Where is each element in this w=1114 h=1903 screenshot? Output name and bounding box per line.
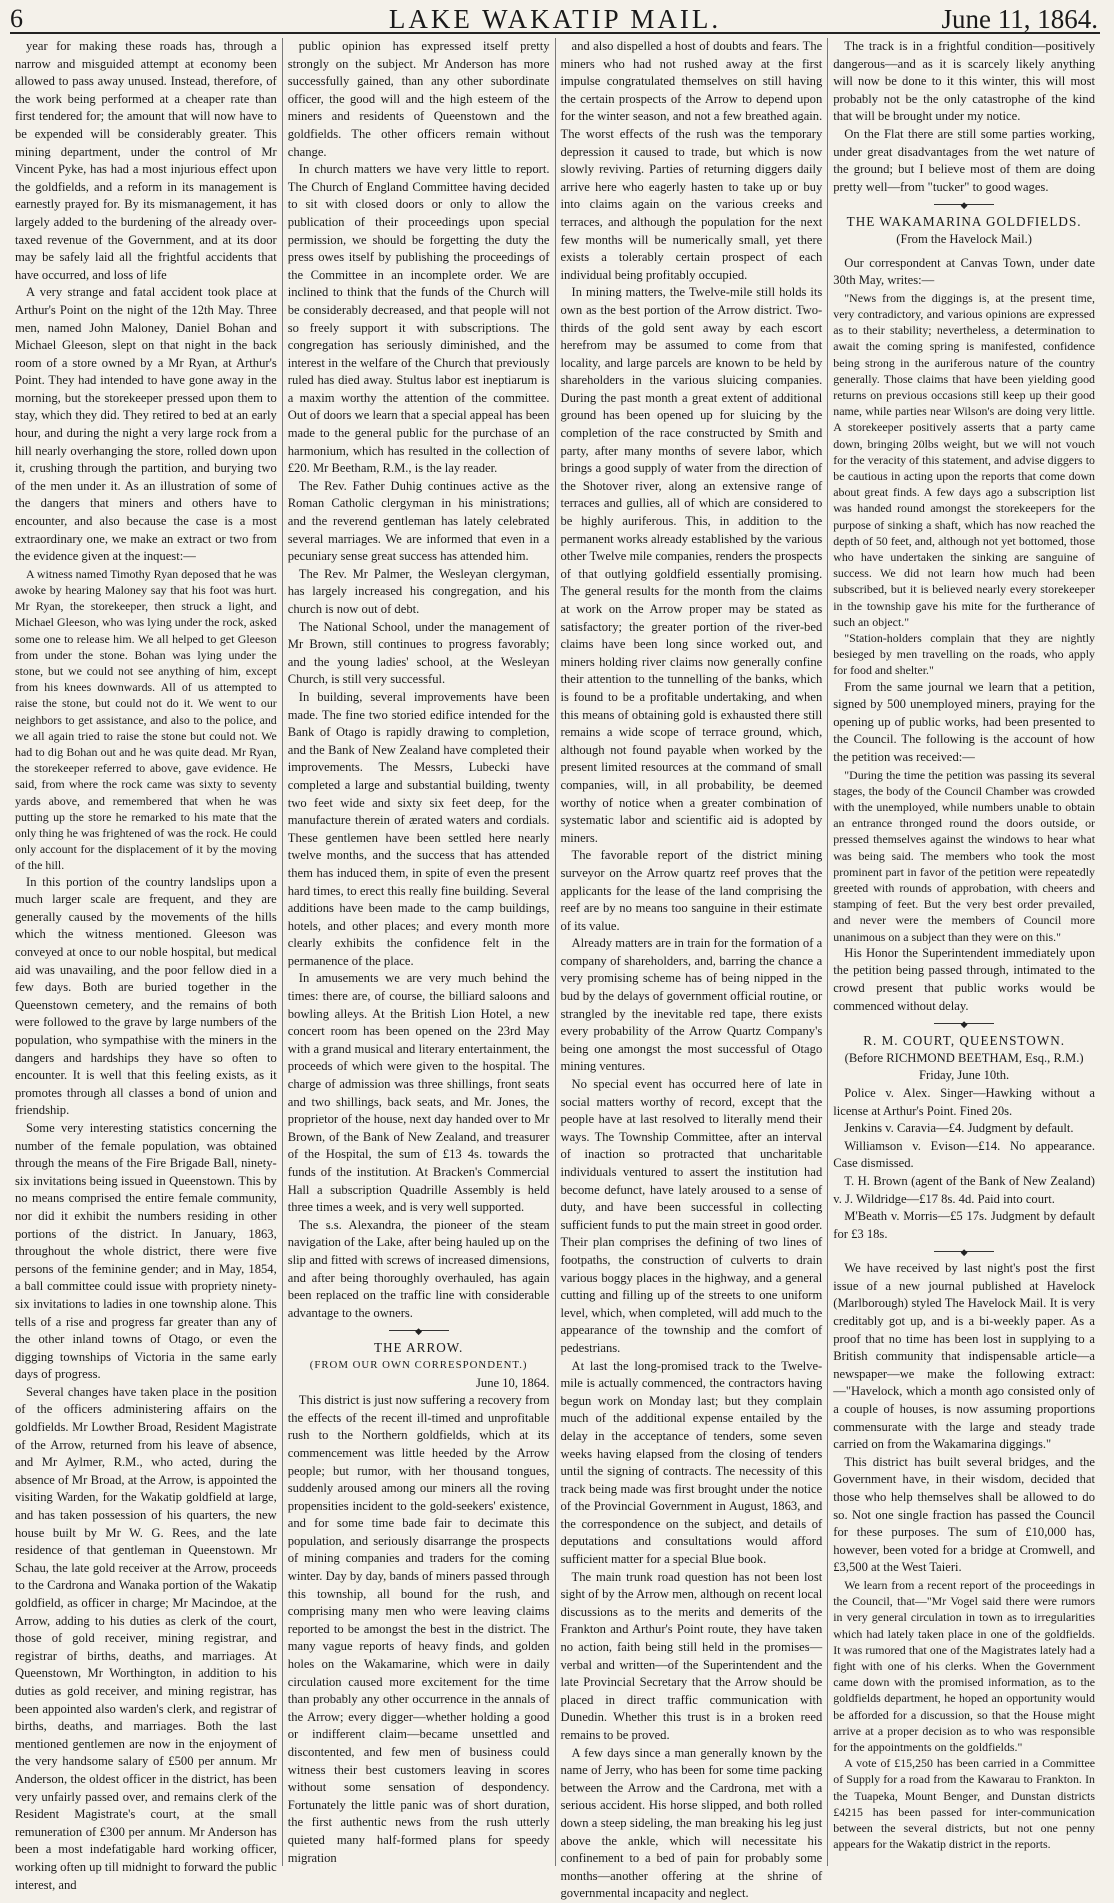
article-paragraph: A few days since a man generally known by the name of Jerry, who has been for some time packing between the Arrow and the Cardrona, met with a serious accident. His horse slipped, and both rolled down a steep sideling, the man breaking his leg just above the ankle, which will necessitate his confinement to a bed of pain for probably some months—another offering at the shrine of governmental incapacity and neglect. xyxy=(560,1745,823,1901)
section-divider xyxy=(389,1330,449,1331)
masthead xyxy=(10,6,1100,34)
article-paragraph: (FROM OUR OWN CORRESPONDENT.) xyxy=(309,1358,528,1371)
article-paragraph: year for making these roads has, through a narrow and misguided attempt at economy been allowed to pass away unused. Instead, therefore, of the work being performed at a cheaper rate than first tendered for; the amount that will now have to be expended will be considerably greater. This mining department, under the control of Mr Vincent Pyke, has had a most injurious effect upon the goldfields, and a reform in its management is earnestly prayed for. By its mismanagement, it has largely added to the burdening of the already over-taxed revenue of the Government, and at its door may be safely laid all the frightful accidents that have occurred, and loss of life xyxy=(15,39,277,282)
article-paragraph: We learn from a recent report of the proceedings in the Council, that—"Mr Vogel said there were rumors in very general circulation in town as to irregularities which had lately taken place in one of the goldfields. It was rumored that one of the Magistrates lately had a fight with one of his clerks. When the Government came down with the promised information, as to the goldfields department, he hoped an opportunity would be afforded for a discussion, so that the House might arrive at a proper decision as to who was responsible for the appointments on the goldfields." xyxy=(833,1577,1095,1755)
article-paragraph: In mining matters, the Twelve-mile still holds its own as the best portion of the Arrow district. Two-thirds of the gold sent away by each escort herefrom may be assumed to come from that locality, and large parcels are known to be held by shareholders in the various sluicing companies. During the past month a great extent of additional ground has been opened up for sluicing by the completion of the race constructed by Smith and party, after many months of severe labor, which brings a good supply of water from the direction of the Shotover river, along an extensive range of terraces and gullies, all of which are considered to be highly auriferous. This, in addition to the permanent works already established by the various other Twelve mile companies, renders the prospects of that outlying goldfield essentially promising. The general results for the month from the claims at work on the Arrow proper may be stated as satisfactory; the greater portion of the river-bed claims have been long since worked out, and miners holding river claims now generally confine their attention to the tunnelling of the banks, which is found to be a profitable undertaking, and when this means of obtaining gold is exhausted there still remains a wide scope of terrace ground, which, although not found payable when worked by the present limited resources at the command of small companies, will, in all probability, be deemed worthy of notice when a greater combination of systematic labor and scientific aid is adopted by miners. xyxy=(560,285,823,845)
column-4 xyxy=(827,38,1100,1866)
column-1 xyxy=(10,38,282,1892)
article-paragraph: From the same journal we learn that a petition, signed by 500 unemployed miners, praying for the opening up of public works, had been presented to the Council. The following is the account of how the petition was received:— xyxy=(833,679,1095,764)
section-divider xyxy=(934,204,994,205)
article-paragraph: Several changes have taken place in the position of the officers administering affairs on the goldfields. Mr Lowther Broad, Resident Magistrate of the Arrow, returned from his leave of absence, and Mr Aylmer, R.M., who acted, during the absence of Mr Broad, at the Arrow, is appointed the visiting Warden, for the Wakatip goldfield at large, and has taken possession of his quarters, the new house built by Mr W. G. Rees, and the late residence of that gentleman in Queenstown. Mr Schau, the late gold receiver at the Arrow, proceeds to the Cardrona and Wanaka portion of the Wakatip goldfield, as officer in charge; Mr Macindoe, at the Arrow, adding to his duties as clerk of the court, those of gold receiver, mining registrar, and registrar of births, deaths, and marriages. At Queenstown, Mr Worthington, in addition to his duties as gold receiver, and mining registrar, has been appointed also warden's clerk, and registrar of births, deaths, and marriages. Both the last mentioned gentlemen are now in the enjoyment of the very handsome salary of £500 per annum. Mr Anderson, the oldest officer in the district, has been very unfairly passed over, and remains clerk of the Resident Magistrate's court, at the small remuneration of £300 per annum. Mr Anderson has been a most indefatigable hard working officer, working often up till midnight to forward the public interest, and xyxy=(15,1384,277,1892)
article-paragraph: This district has built several bridges, and the Government have, in their wisdom, decided that those who help themselves shall be allowed to do so. Not one single fraction has passed the Council for these purposes. The sum of £10,000 has, however, been voted for a bridge at Cromwell, and £3,500 at the West Taieri. xyxy=(833,1454,1095,1575)
article-paragraph: The National School, under the management of Mr Brown, still continues to progress favorably; and the young ladies' school, at the Wesleyan Church, is still very successful. xyxy=(287,619,550,687)
article-paragraph: No special event has occurred here of late in social matters worthy of record, except that the people have at last resolved to literally mend their ways. The Township Committee, after an interval of inaction so protracted that uncharitable individuals ventured to assert the institution had become defunct, have lately aroused to a sense of duty, and have been successful in collecting sufficient funds to put the main street in good order. Their plan comprises the defining of two lines of footpaths, the construction of culverts to drain various boggy places in the highway, and a general cutting and filling up of the streets to one uniform level, which, when completed, will add much to the appearance of the township and the comfort of pedestrians. xyxy=(560,1077,823,1355)
article-paragraph: In church matters we have very little to report. The Church of England Committee having decided to sit with closed doors or only to allow the publication of their proceedings upon special permission, we should be forgetting the duty the press owes itself by publishing the proceedings of the Committee in an incomplete order. We are inclined to think that the funds of the Church will be considerably decreased, and that people will not so freely support it with subscriptions. The congregation has seriously diminished, and the interest in the welfare of the Church that previously ruled has died away. Stultus labor est ineptiarum is a maxim worthy the attention of the committee. Out of doors we learn that a special appeal has been made to the general public for the purchase of an harmonium, which has resulted in the collection of £20. Mr Beetham, R.M., is the lay reader. xyxy=(287,162,550,476)
article-paragraph: The favorable report of the district mining surveyor on the Arrow quartz reef proves that the applicants for the lease of the land comprising the reef are by no means too sanguine in their estimate of its value. xyxy=(560,848,823,933)
article-paragraph: The track is in a frightful condition—positively dangerous—and as it is scarcely likely anything will now be done to it this winter, this will most probably not be the only catastrophe of the kind that will be brought under my notice. xyxy=(833,39,1095,124)
section-divider xyxy=(934,1023,994,1024)
article-paragraph: "During the time the petition was passing its several stages, the body of the Council Chamber was crowded with the unemployed, while numbers unable to obtain an entrance thronged round the doors outside, or pressed themselves against the windows to hear what was being said. The members who took the most prominent part in favor of the petition were repeatedly greeted with rounds of approbation, with cheers and stamping of feet. But the very best order prevailed, and never were the members of Council more unanimous on a subject than they were on this." xyxy=(833,767,1095,944)
article-paragraph: A very strange and fatal accident took place at Arthur's Point on the night of the 12th May. Three men, named John Maloney, Daniel Bohan and Michael Gleeson, slept on that night in the back room of a store owned by a Mr Ryan, at Arthur's Point. They had intended to have gone away in the morning, but the storekeeper pressed upon them to stay, which they did. They retired to bed at an early hour, and during the night a very large rock from a hill nearly overhanging the store, rolled down upon it, crushing through the partition, and burying two of the men under it. As an illustration of some of the dangers that miners and others have to encounter, and also because the case is a most extraordinary one, we make an extract or two from the evidence given at the inquest:— xyxy=(15,285,277,564)
article-paragraph: The Rev. Father Duhig continues active as the Roman Catholic clergyman in his ministrations; and the reverend gentleman has lately celebrated several marriages. We are informed that even in a pecuniary sense great success has attended him. xyxy=(287,478,550,564)
article-paragraph: The s.s. Alexandra, the pioneer of the steam navigation of the Lake, after being hauled up on the slip and fitted with screws of increased dimensions, and after being thoroughly overhauled, has again been replaced on the traffic line with considerable advantage to the owners. xyxy=(287,1217,550,1320)
article-paragraph: His Honor the Superintendent immediately upon the petition being passed through, intimated to the crowd present that public works would be commenced without delay. xyxy=(833,945,1095,1013)
column-2 xyxy=(282,38,555,1866)
article-paragraph: Friday, June 10th. xyxy=(919,1068,1010,1083)
article-paragraph: A witness named Timothy Ryan deposed that he was awoke by hearing Maloney say that his foot was hurt. Mr Ryan, the storekeeper, then struck a light, and Michael Gleeson, who was lying under the rock, asked some one to release him. We all helped to get Gleeson from under the stone. Bohan was lying under the stone, but we could not see anything of him, except from his knees downwards. All of us attempted to raise the stone, but could not do it. We went to our neighbors to get assistance, and also to the police, and we all again tried to raise the stone but could not. We had to dig Bohan out and he was quite dead. Mr Ryan, the storekeeper referred to above, gave evidence. He said, from where the rock came was sixty to seventy yards above, and remembered that when he was putting up the store he remarked to his mate that the only thing he was frightened of was the rock. He could only account for the displacement of it by the moving of the hill. xyxy=(15,566,277,873)
article-paragraph: On the Flat there are still some parties working, under great disadvantages from the wet nature of the ground; but I believe most of them are doing pretty well—from "tucker" to good wages. xyxy=(833,126,1095,194)
article-paragraph: public opinion has expressed itself pretty strongly on the subject. Mr Anderson has more successfully gained, than any other subordinate officer, the good will and the high esteem of the miners and residents of Queenstown and the goldfields. The other officers remain without change. xyxy=(287,39,550,159)
article-paragraph: Already matters are in train for the formation of a company of shareholders, and, barring the chance a very promising scheme has of being nipped in the bud by the delays of government official routine, or strangled by the inevitable red tape, there exists every probability of the Arrow Quartz Company's being one amongst the most successful of Otago mining ventures. xyxy=(560,936,823,1074)
section-heading: THE WAKAMARINA GOLDFIELDS. xyxy=(846,214,1082,230)
article-paragraph: The main trunk road question has not been lost sight of by the Arrow men, although on recent local discussions as to the merits and demerits of the Frankton and Arthur's Point route, they have taken no action, faith being still held in the promises—verbal and written—of the Superintendent and the late Provincial Secretary that the Arrow should be placed in direct traffic communication with Dunedin. Whether this trust is in a broken reed remains to be proved. xyxy=(560,1569,823,1742)
issue-date: June 11, 1864. xyxy=(941,4,1098,34)
article-paragraph: Our correspondent at Canvas Town, under date 30th May, writes:— xyxy=(833,255,1095,288)
article-paragraph: (From the Havelock Mail.) xyxy=(896,231,1032,246)
article-paragraph: We have received by last night's post the first issue of a new journal published at Havelock (Marlborough) styled The Havelock Mail. It is very creditably got up, and is a bi-weekly paper. As a proof that no time has been lost in supplying to a British community that indispensable article—a newspaper—we make the following extract:—"Havelock, which a month ago consisted only of a couple of houses, is now assuming proportions commensurate with the large and steady trade carried on from the Wakamarina diggings." xyxy=(833,1261,1095,1452)
columns xyxy=(10,38,1100,1901)
article-paragraph: In building, several improvements have been made. The fine two storied edifice intended for the Bank of Otago is rapidly drawing to completion, and the Bank of New Zealand have completed their improvements. The Messrs, Lubecki have completed a large and substantial building, twenty two feet wide and sixty six feet deep, for the manufacture therein of ærated waters and cordials. These gentlemen have been settled here nearly twelve months, and the success that has attended them has induced them, in spite of even the present hard times, to erect this really fine building. Several additions have been made to the camp buildings, hotels, and other places; and every month more clearly exhibits the confidence felt in the permanence of the place. xyxy=(287,689,550,968)
column-3 xyxy=(555,38,828,1901)
article-paragraph: In amusements we are very much behind the times: there are, of course, the billiard saloons and bowling alleys. At the British Lion Hotel, a new concert room has been opened on the 23rd May with a grand musical and literary entertainment, the proceeds of which were given to the hospital. The charge of admission was three shillings, front seats and two shillings, back seats, and Mr. Jones, the proprietor of the house, next day handed over to Mr Brown, of the Bank of New Zealand, and treasurer of the Hospital, the sum of £13 4s. towards the funds of the institution. At Bracken's Commercial Hall a subscription Quadrille Assembly is held three times a week, and is very well supported. xyxy=(287,971,550,1215)
section-heading: THE ARROW. xyxy=(373,1340,464,1356)
article-paragraph: This district is just now suffering a recovery from the effects of the recent ill-timed and unprofitable rush to the Northern goldfields, which at its commencement was little heeded by the Arrow people; but rumor, with her thousand tongues, suddenly aroused among our miners all the roving propensities incident to the gold-seekers' existence, and for some time bade fair to decimate this population, and seriously disarrange the prospects of mining companies and traders for the coming winter. Day by day, bands of miners passed through this township, all bound for the rush, and comprising many men who were leaving claims reported to be amongst the best in the district. The many vague reports of heavy finds, and golden holes on the Wakamarine, which were in daily circulation caused more excitement for the time than probably any other occurrence in the annals of the Arrow; every digger—whether holding a good or indifferent claim—became unsettled and discontented, and few men of business could witness their best customers leaving in scores without some sensation of despondency. Fortunately the little panic was of short duration, the first authentic news from the rush utterly quieted many half-formed plans for speedy migration xyxy=(287,1393,550,1865)
section-divider xyxy=(934,1251,994,1252)
article-paragraph: (Before RICHMOND BEETHAM, Esq., R.M.) xyxy=(844,1050,1084,1065)
article-paragraph: June 10, 1864. xyxy=(476,1375,550,1390)
article-paragraph: In this portion of the country landslips upon a much larger scale are frequent, and they are generally caused by the movements of the hills which the witness mentioned. Gleeson was conveyed at once to our noble hospital, but medical aid was unavailing, and the poor fellow died in a few days. Both are buried together in the Queenstown cemetery, and the remains of both were followed to the grave by large numbers of the population, who sympathise with the miners in the dangers and hardships they have so often to encounter. It is well that this feeling exists, as it promotes through all classes a bond of union and friendship. xyxy=(15,874,277,1118)
article-paragraph: M'Beath v. Morris—£5 17s. Judgment by default for £3 18s. xyxy=(833,1209,1095,1241)
article-paragraph: and also dispelled a host of doubts and fears. The miners who had not rushed away at the first impulse congratulated themselves on still having the certain prospects of the Arrow to depend upon for the winter season, and not a few breathed again. The worst effects of the rush was the temporary depression it caused to trade, but which is now slowly reviving. Parties of returning diggers daily arrive here who eagerly hasten to take up or buy into claims again on the various creeks and terraces, and although the population for the next few months will be numerically small, yet there exists a tolerably certain prospect of each individual being profitably occupied. xyxy=(560,39,823,282)
article-paragraph: T. H. Brown (agent of the Bank of New Zealand) v. J. Wildridge—£17 8s. 4d. Paid into court. xyxy=(833,1173,1095,1206)
article-paragraph: Some very interesting statistics concerning the number of the female population, was obtained through the means of the Fire Brigade Ball, ninety-six invitations being issued in Queenstown. This by no means comprised the entire female community, nor did it exhibit the numbers residing in other portions of the district. In January, 1863, throughout the whole district, there were five persons of the feminine gender; and in May, 1854, a ball committee could issue with propriety ninety-six invitations to ladies in one township alone. This tells of a rise and progress far greater than any of the other inland towns of Otago, or even the digging townships of Victoria in the same early days of progress. xyxy=(15,1120,277,1382)
article-paragraph: At last the long-promised track to the Twelve-mile is actually commenced, the contractors having begun work on Monday last; but they complain much of the additional expense entailed by the delay in the acceptance of tenders, some seven weeks having elapsed from the closing of tenders until the signing of contracts. The necessity of this track being made was first brought under the notice of the Provincial Government in August, 1863, and the correspondence on the subject, and details of deputations and consultations would afford sufficient matter for a special Blue book. xyxy=(560,1358,823,1567)
article-paragraph: Jenkins v. Caravia—£4. Judgment by default. xyxy=(844,1121,1074,1136)
page-number: 6 xyxy=(10,4,23,33)
article-paragraph: The Rev. Mr Palmer, the Wesleyan clergyman, has largely increased his congregation, and his church is now out of debt. xyxy=(287,566,550,616)
article-paragraph: Police v. Alex. Singer—Hawking without a license at Arthur's Point. Fined 20s. xyxy=(833,1085,1095,1118)
article-paragraph: Williamson v. Evison—£14. No appearance. Case dismissed. xyxy=(833,1138,1095,1171)
article-paragraph: "Station-holders complain that they are nightly besieged by men travelling on the roads, who apply for food and shelter." xyxy=(833,630,1095,678)
section-heading: R. M. COURT, QUEENSTOWN. xyxy=(863,1033,1066,1049)
article-paragraph: "News from the diggings is, at the present time, very contradictory, and various opinions are expressed as to their stability; nevertheless, a determination to await the coming spring is manifested, confidence being strong in the auriferous nature of the country generally. Those claims that have been yielding good returns on previous occasions still keep up their good name, while parties near Wilson's are doing very little. A storekeeper positively asserts that a party came down, bringing 20lbs weight, but we will not vouch for the veracity of this statement, and advise diggers to be cautious in acting upon the reports that come down about great finds. A few days ago a subscription list was handed round amongst the storekeepers for the purpose of sinking a shaft, which has now reached the depth of 50 feet, and, although not yet bottomed, those who have undertaken the sinking are sanguine of success. We did not learn how much had been subscribed, but it is believed nearly every storekeeper in the township gave his mite for the furtherance of such an object." xyxy=(833,290,1095,629)
article-paragraph: A vote of £15,250 has been carried in a Committee of Supply for a road from the Kawarau to Frankton. In the Tuapeka, Mount Benger, and Dunstan districts £4215 has been passed for inter-communication between the several districts, but not one penny appears for the Wakatip district in the reports. xyxy=(833,1756,1095,1852)
newspaper-title: LAKE WAKATIP MAIL. xyxy=(388,4,722,34)
